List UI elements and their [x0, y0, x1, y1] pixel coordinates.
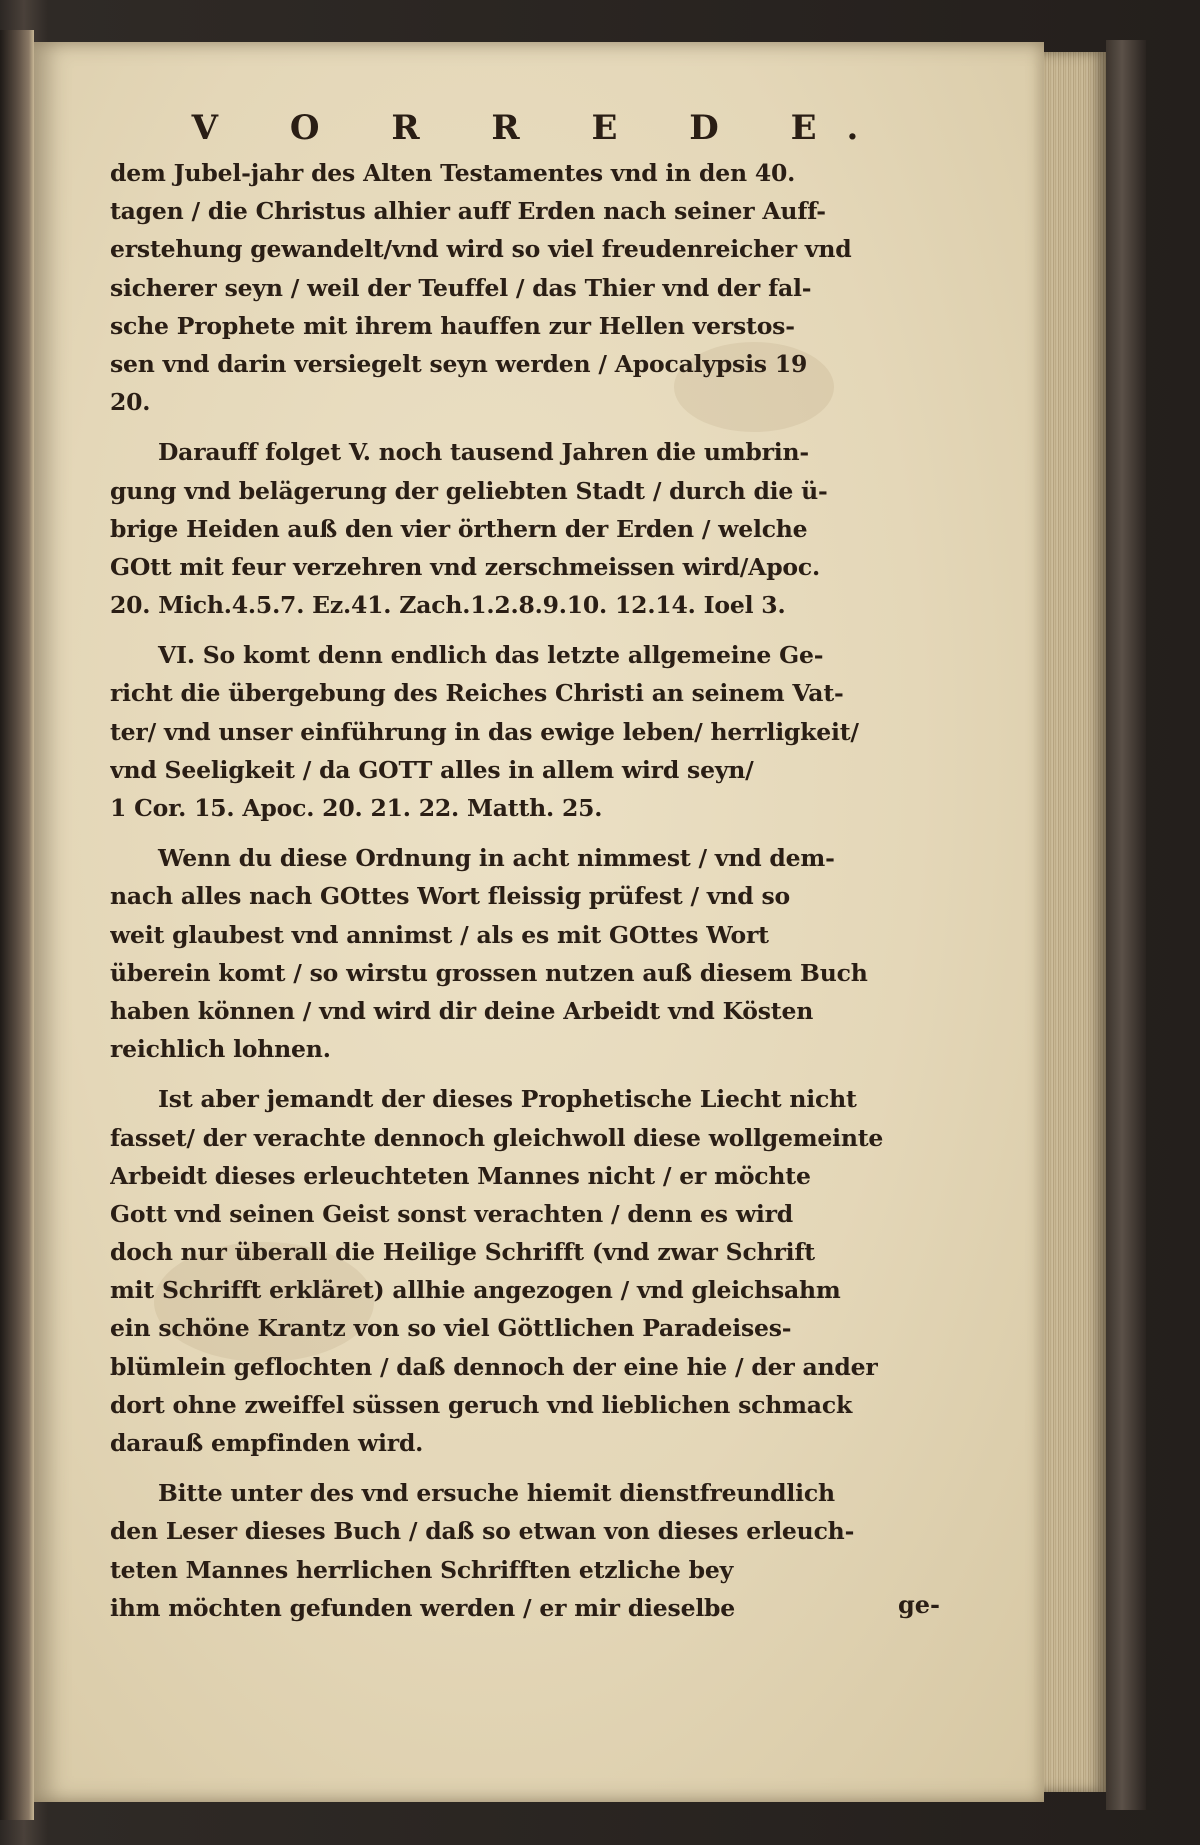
running-head: V O R R E D E.: [191, 108, 889, 148]
paragraph: [110, 636, 940, 827]
book-cover-edge: [1106, 40, 1146, 1810]
text-line: ter/ vnd unser einführung in das ewige leben/ herrligkeit/: [110, 717, 859, 746]
text-line: dem Jubel-jahr des Alten Testamentes vnd in den 40.: [110, 159, 796, 187]
text-line: 1 Cor. 15. Apoc. 20. 21. 22. Matth. 25.: [110, 794, 603, 822]
paragraph: [110, 1080, 940, 1462]
text-line: richt die übergebung des Reiches Christi an seinem Vat-: [110, 679, 844, 708]
text-line: den Leser dieses Buch / daß so etwan von dieses erleuch-: [110, 1517, 855, 1546]
text-line: Ist aber jemandt der dieses Prophetische Liecht nicht: [158, 1085, 857, 1114]
page-block-edges: [1044, 52, 1106, 1792]
text-line: gung vnd belägerung der geliebten Stadt / durch die ü-: [110, 476, 828, 505]
text-line: doch nur überall die Heilige Schrifft (vnd zwar Schrift: [110, 1238, 815, 1267]
catchword: ge-: [897, 1590, 940, 1619]
text-line: 20.: [110, 388, 151, 417]
text-line: mit Schrifft erkläret) allhie angezogen / vnd gleichsahm: [110, 1276, 841, 1305]
text-line: fasset/ der verachte dennoch gleichwoll diese wollgemeinte: [110, 1123, 884, 1152]
text-line: blümlein geflochten / daß dennoch der eine hie / der ander: [110, 1352, 878, 1381]
paragraph-list: [110, 154, 940, 1627]
paragraph: [110, 154, 940, 421]
text-line: Wenn du diese Ordnung in acht nimmest / vnd dem-: [158, 844, 835, 873]
text-line: reichlich lohnen.: [110, 1035, 331, 1064]
text-line: GOtt mit feur verzehren vnd zerschmeissen wird/Apoc.: [110, 552, 820, 581]
text-line: teten Mannes herrlichen Schrifften etzliche bey: [110, 1555, 734, 1584]
text-line: sen vnd darin versiegelt seyn werden / Apocalypsis 19: [110, 349, 808, 378]
text-line: darauß empfinden wird.: [110, 1429, 424, 1457]
text-line: dort ohne zweiffel süssen geruch vnd lieblichen schmack: [110, 1390, 853, 1419]
text-line: sche Prophete mit ihrem hauffen zur Hellen verstos-: [110, 311, 795, 340]
text-line: haben können / vnd wird dir deine Arbeidt vnd Kösten: [110, 996, 814, 1025]
text-line: Bitte unter des vnd ersuche hiemit dienstfreundlich: [158, 1479, 835, 1508]
page-text: [110, 108, 940, 1639]
paragraph: [110, 433, 940, 624]
text-line: vnd Seeligkeit / da GOTT alles in allem wird seyn/: [110, 755, 754, 784]
text-line: Darauff folget V. noch tausend Jahren die umbrin-: [158, 438, 809, 467]
text-line: brige Heiden auß den vier örthern der Erden / welche: [110, 514, 808, 543]
paragraph: [110, 839, 940, 1068]
text-line: ein schöne Krantz von so viel Göttlichen Paradeises-: [110, 1314, 792, 1343]
text-line: überein komt / so wirstu grossen nutzen auß diesem Buch: [110, 958, 868, 987]
text-line: ihm möchten gefunden werden / er mir dieselbe: [110, 1593, 736, 1622]
text-line: sicherer seyn / weil der Teuffel / das Thier vnd der fal-: [110, 273, 812, 302]
text-line: VI. So komt denn endlich das letzte allgemeine Ge-: [158, 641, 824, 670]
text-line: 20. Mich.4.5.7. Ez.41. Zach.1.2.8.9.10. 12.14. Ioel 3.: [110, 591, 786, 620]
text-line: weit glaubest vnd annimst / als es mit GOttes Wort: [110, 920, 769, 949]
text-line: tagen / die Christus alhier auff Erden nach seiner Auff-: [110, 197, 826, 226]
left-page-edge: [0, 30, 34, 1820]
text-line: nach alles nach GOttes Wort fleissig prüfest / vnd so: [110, 882, 790, 911]
text-line: erstehung gewandelt/vnd wird so viel freudenreicher vnd: [110, 235, 852, 264]
text-line: Arbeidt dieses erleuchteten Mannes nicht / er möchte: [110, 1161, 811, 1190]
text-line: Gott vnd seinen Geist sonst verachten / denn es wird: [110, 1199, 793, 1228]
